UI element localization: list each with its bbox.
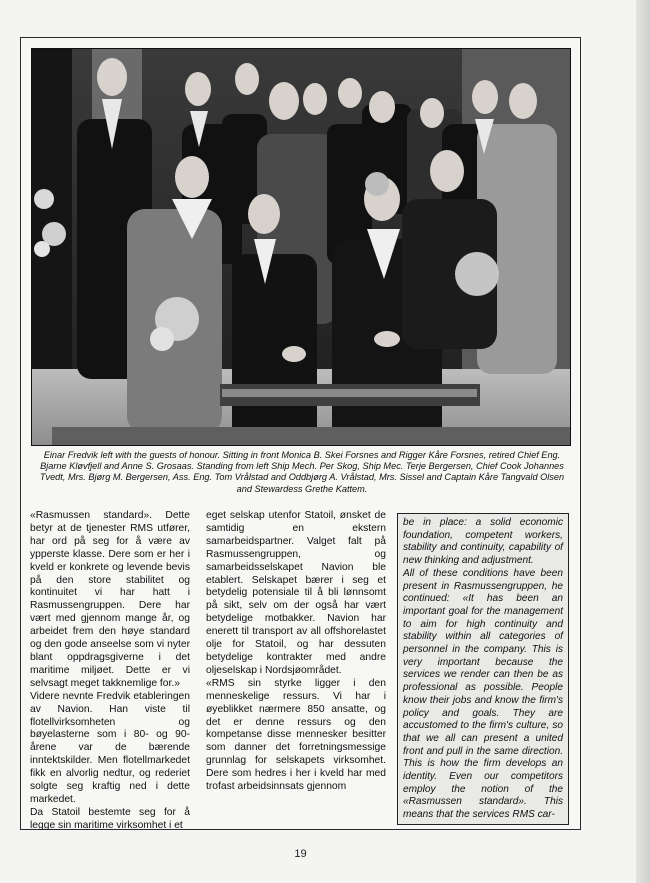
column-2-paragraph: eget selskap utenfor Statoil, ønsket de samtidig en ekstern samarbeidspartner. Valget falt på Rasmussengruppen, og samarbeidsselskapet Navion ble etablert. Selskapet bærer i seg et betydelig potensiale til å bli lønnsomt på sikt, selv om der også har vært betydelige motbakker. Navion har enerett til transport av all offshorelastet olje for Statoil, og har dessuten betydelige kontrakter med andre oljeselskap i Nordsjøområdet. xyxy=(206,510,386,676)
column-1-paragraph: «Rasmussen standard». Dette betyr at de tjenester RMS utfører, har ord på seg for å være av ypperste klasse. Dere som er her i kveld er konkrete og levende bevis på den store stabilitet og kontinuitet vi har hatt i Rasmussengruppen. Dere har vært med gjennom mange år, og arbeidet frem den høye standard og den gode anseelse som vi nyter blant oppdragsgiverne i det maritime miljøet. Dette er vi selvsagt meget takknemlige for.» xyxy=(30,510,190,689)
article-column-1 xyxy=(30,510,190,833)
page-edge xyxy=(636,0,650,883)
english-summary-box xyxy=(397,513,569,825)
group-photo xyxy=(31,48,571,446)
summary-paragraph: All of these conditions have been present in Rasmussengruppen, he continued: «It has been an important goal for the management to aim for high continuity and stability within all categories of personnel in the company. This is very important because the services we render can then be as professional as possible. People know their jobs and know the firm's policy and goals. They are accustomed to the firm's culture, so that we all can present a united front and pull in the same direction. This is how the firm develops an identity. Even our competitors employ the notion of the «Rasmussen standard». This means that the services RMS car- xyxy=(403,567,563,821)
column-1-paragraph: Da Statoil bestemte seg for å legge sin maritime virksomhet i et xyxy=(30,806,190,831)
column-1-paragraph: Videre nevnte Fredvik etableringen av Navion. Han viste til flotellvirksomheten og bøyelasterne som i 80- og 90-årene var de bærende inntektskilder. Men flotellmarkedet fikk en alvorlig nedtur, og rederiet solgte seg kraftig ned i dette markedet. xyxy=(30,690,190,805)
article-column-2 xyxy=(206,510,386,794)
column-2-paragraph: «RMS sin styrke ligger i den menneskelige ressurs. Vi har i øyeblikket nærmere 850 ansatte, og det er denne ressurs og den kompetanse disse mennesker besitter som danner det forretningsmessige grunnlag for selskapets virksomhet. Dere som hedres i her i kveld har med trofast arbeidsinnsats gjennom xyxy=(206,677,386,793)
summary-paragraph: be in place: a solid economic foundation, competent workers, stability and continuity, capability of new thinking and adjustment. xyxy=(403,517,563,567)
photo-caption: Einar Fredvik left with the guests of honour. Sitting in front Monica B. Skei Forsnes and Rigger Kåre Forsnes, retired Chief Eng. Bjarne Kløvfjell and Anne S. Grosaas. Standing from left Ship Mech. Per Skog, Ship Mec. Terje Bergersen, Chief Cook Johannes Tvedt, Mrs. Bjørg M. Bergersen, Ass. Eng. Tom Vrålstad and Oddbjørg A. Vrålstad, Mrs. Sissel and Captain Kåre Tangvald Olsen and Stewardess Grethe Kattem. xyxy=(39,450,565,494)
page-number: 19 xyxy=(294,848,307,860)
group-photo-illustration xyxy=(32,49,571,446)
